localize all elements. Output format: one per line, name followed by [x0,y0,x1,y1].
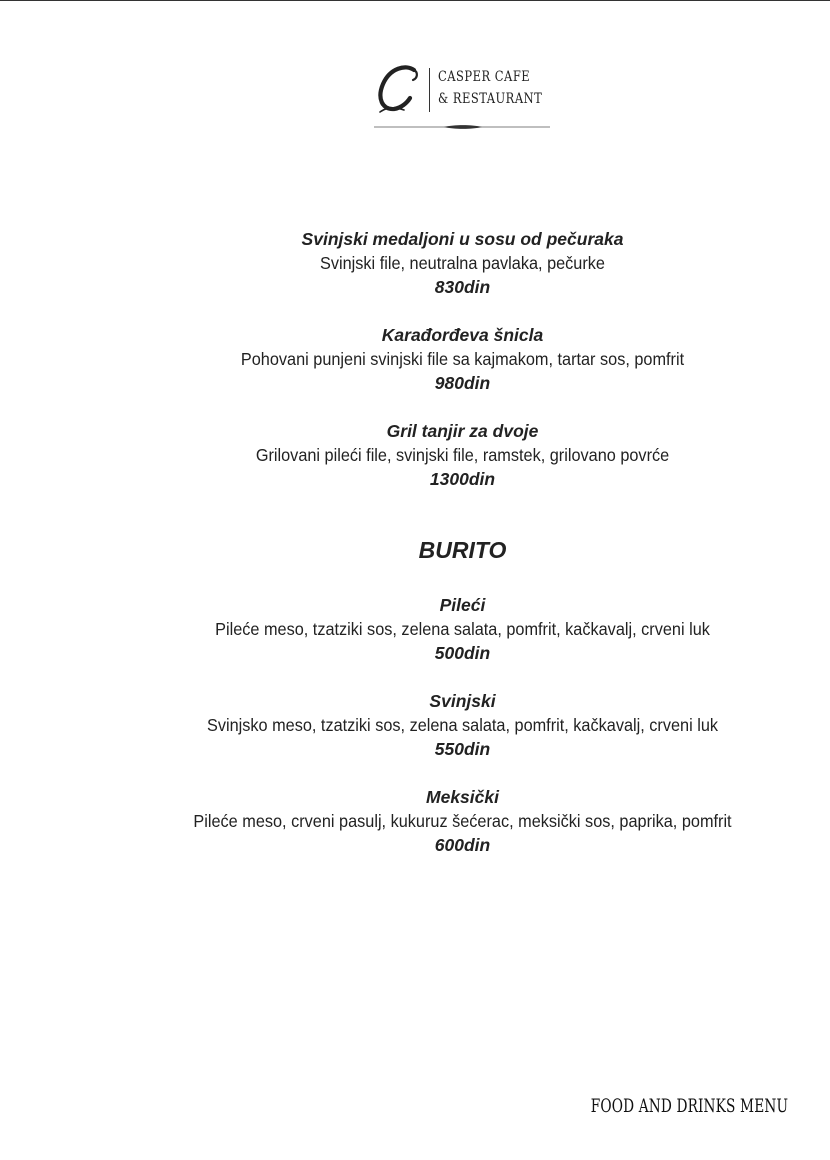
footer-title: FOOD AND DRINKS MENU [590,1095,788,1117]
logo-text-line1: CASPER CAFE [438,69,531,85]
menu-item-price: 830din [434,277,491,297]
menu-item [0,593,830,665]
menu-item [0,323,830,395]
top-border-line [0,0,830,1]
menu-item-name: Meksički [426,787,499,807]
menu-item-name: Gril tanjir za dvoje [386,421,539,441]
menu-item-description: Svinjsko meso, tzatziki sos, zelena salata, pomfrit, kačkavalj, crveni luk [206,715,719,735]
script-c-logo-icon [374,62,424,116]
menu-item-description: Svinjski file, neutralna pavlaka, pečurke [320,253,605,273]
menu-item-description: Pohovani punjeni svinjski file sa kajmakom, tartar sos, pomfrit [240,349,685,369]
menu-item-description: Pileće meso, tzatziki sos, zelena salata, pomfrit, kačkavalj, crveni luk [215,619,710,639]
menu-item-name: Svinjski medaljoni u sosu od pečuraka [301,229,624,249]
logo-text-line2: & RESTAURANT [438,91,543,107]
logo-underline-flourish [374,124,550,130]
menu-item [0,419,830,491]
menu-section-burito [0,535,830,857]
menu-item-price: 1300din [429,469,496,489]
menu-item [0,785,830,857]
menu-item-price: 500din [434,643,491,663]
menu-item-description: Pileće meso, crveni pasulj, kukuruz šećerac, meksički sos, paprika, pomfrit [193,811,732,831]
menu-item-name: Karađorđeva šnicla [381,325,544,345]
logo-divider [429,68,430,112]
menu-item [0,689,830,761]
menu-item-price: 550din [434,739,491,759]
menu-item-price: 600din [434,835,491,855]
menu-item-description: Grilovani pileći file, svinjski file, ramstek, grilovano povrće [255,445,670,465]
menu-content [0,227,830,881]
menu-item-price: 980din [434,373,491,393]
menu-item [0,227,830,299]
restaurant-logo [372,62,554,130]
menu-item-name: Pileći [439,595,486,615]
menu-item-name: Svinjski [429,691,496,711]
section-heading: BURITO [418,537,507,563]
menu-section-main-dishes [0,227,830,491]
